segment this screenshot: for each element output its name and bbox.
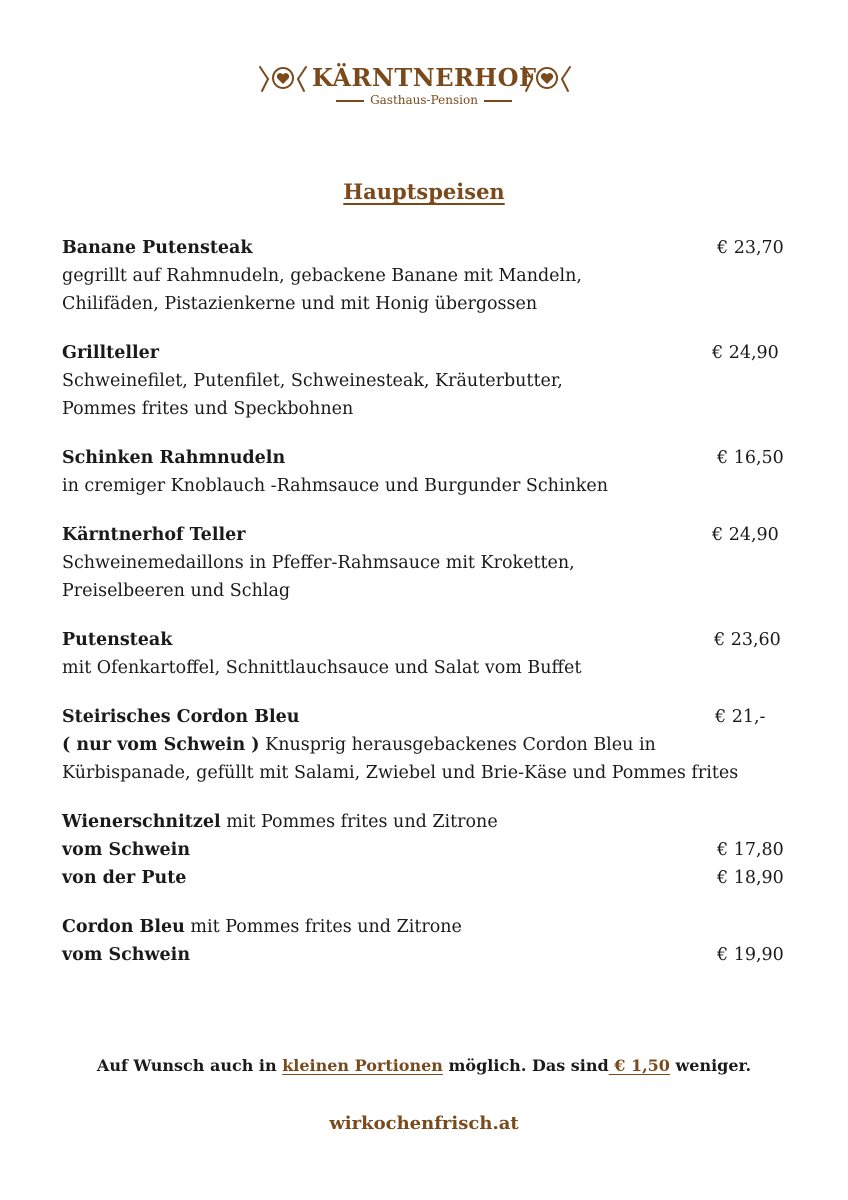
brand-subtitle: Gasthaus-Pension [370,93,478,107]
variant-price: € 19,90 [717,945,784,965]
item-name: Steirisches Cordon Bleu [62,707,300,727]
item-price: € 24,90 [712,525,779,545]
item-price: € 16,50 [717,448,784,468]
item-description: Schweinefilet, Putenfilet, Schweinesteak, Kräuterbutter, [62,371,563,391]
divider [484,100,512,102]
variant-label: von der Pute [62,868,187,888]
menu-item [62,808,784,892]
item-price: € 24,90 [712,343,779,363]
menu-item [62,444,784,500]
item-name: Wienerschnitzel [62,812,221,832]
website-link[interactable]: wirkochenfrisch.at [329,1113,519,1134]
item-description: mit Ofenkartoffel, Schnittlauchsauce und Salat vom Buffet [62,658,582,678]
variant-price: € 18,90 [717,868,784,888]
item-description: Chilifäden, Pistazienkerne und mit Honig übergossen [62,294,538,314]
item-price: € 23,70 [717,238,784,258]
section-title: Hauptspeisen [343,179,505,204]
footer-text: Auf Wunsch auch in [96,1056,283,1075]
menu-item [62,703,784,787]
item-name: Banane Putensteak [62,238,253,258]
item-name: Kärntnerhof Teller [62,525,246,545]
menu-item [62,626,784,682]
variant-price: € 17,80 [717,840,784,860]
variant-label: vom Schwein [62,840,191,860]
item-name: Putensteak [62,630,173,650]
menu-item [62,913,784,969]
divider [336,100,364,102]
item-name: Grillteller [62,343,159,363]
item-name: Schinken Rahmnudeln [62,448,286,468]
small-portions-link[interactable]: kleinen Portionen [282,1056,443,1075]
brand-subtitle-row [0,93,848,107]
item-description: Preiselbeeren und Schlag [62,581,291,601]
menu-item [62,521,784,605]
menu-item [62,234,784,318]
item-price: € 23,60 [714,630,781,650]
logo [0,55,848,115]
cutlery-heart-icon [518,61,574,97]
item-description: gegrillt auf Rahmnudeln, gebackene Banane mit Mandeln, [62,266,582,286]
item-name: Cordon Bleu [62,917,185,937]
item-description: Schweinemedaillons in Pfeffer-Rahmsauce mit Kroketten, [62,553,575,573]
menu-item [62,339,784,423]
discount-amount: € 1,50 [608,1056,670,1075]
portion-note [0,1056,848,1075]
variant-label: vom Schwein [62,945,191,965]
footer-text: weniger. [669,1056,752,1075]
cutlery-heart-icon [256,61,312,97]
brand-name: KÄRNTNERHOF [312,63,537,92]
item-description: in cremiger Knoblauch -Rahmsauce und Burgunder Schinken [62,476,609,496]
item-note: ( nur vom Schwein ) [62,735,260,755]
item-price: € 21,- [715,707,766,727]
item-description: Kürbispanade, gefüllt mit Salami, Zwiebel und Brie-Käse und Pommes frites [62,763,739,783]
item-description: Knusprig herausgebackenes Cordon Bleu in [265,735,656,755]
footer-text: möglich. Das sind [442,1056,609,1075]
item-description: Pommes frites und Speckbohnen [62,399,354,419]
item-description: mit Pommes frites und Zitrone [226,812,498,832]
item-description: mit Pommes frites und Zitrone [190,917,462,937]
